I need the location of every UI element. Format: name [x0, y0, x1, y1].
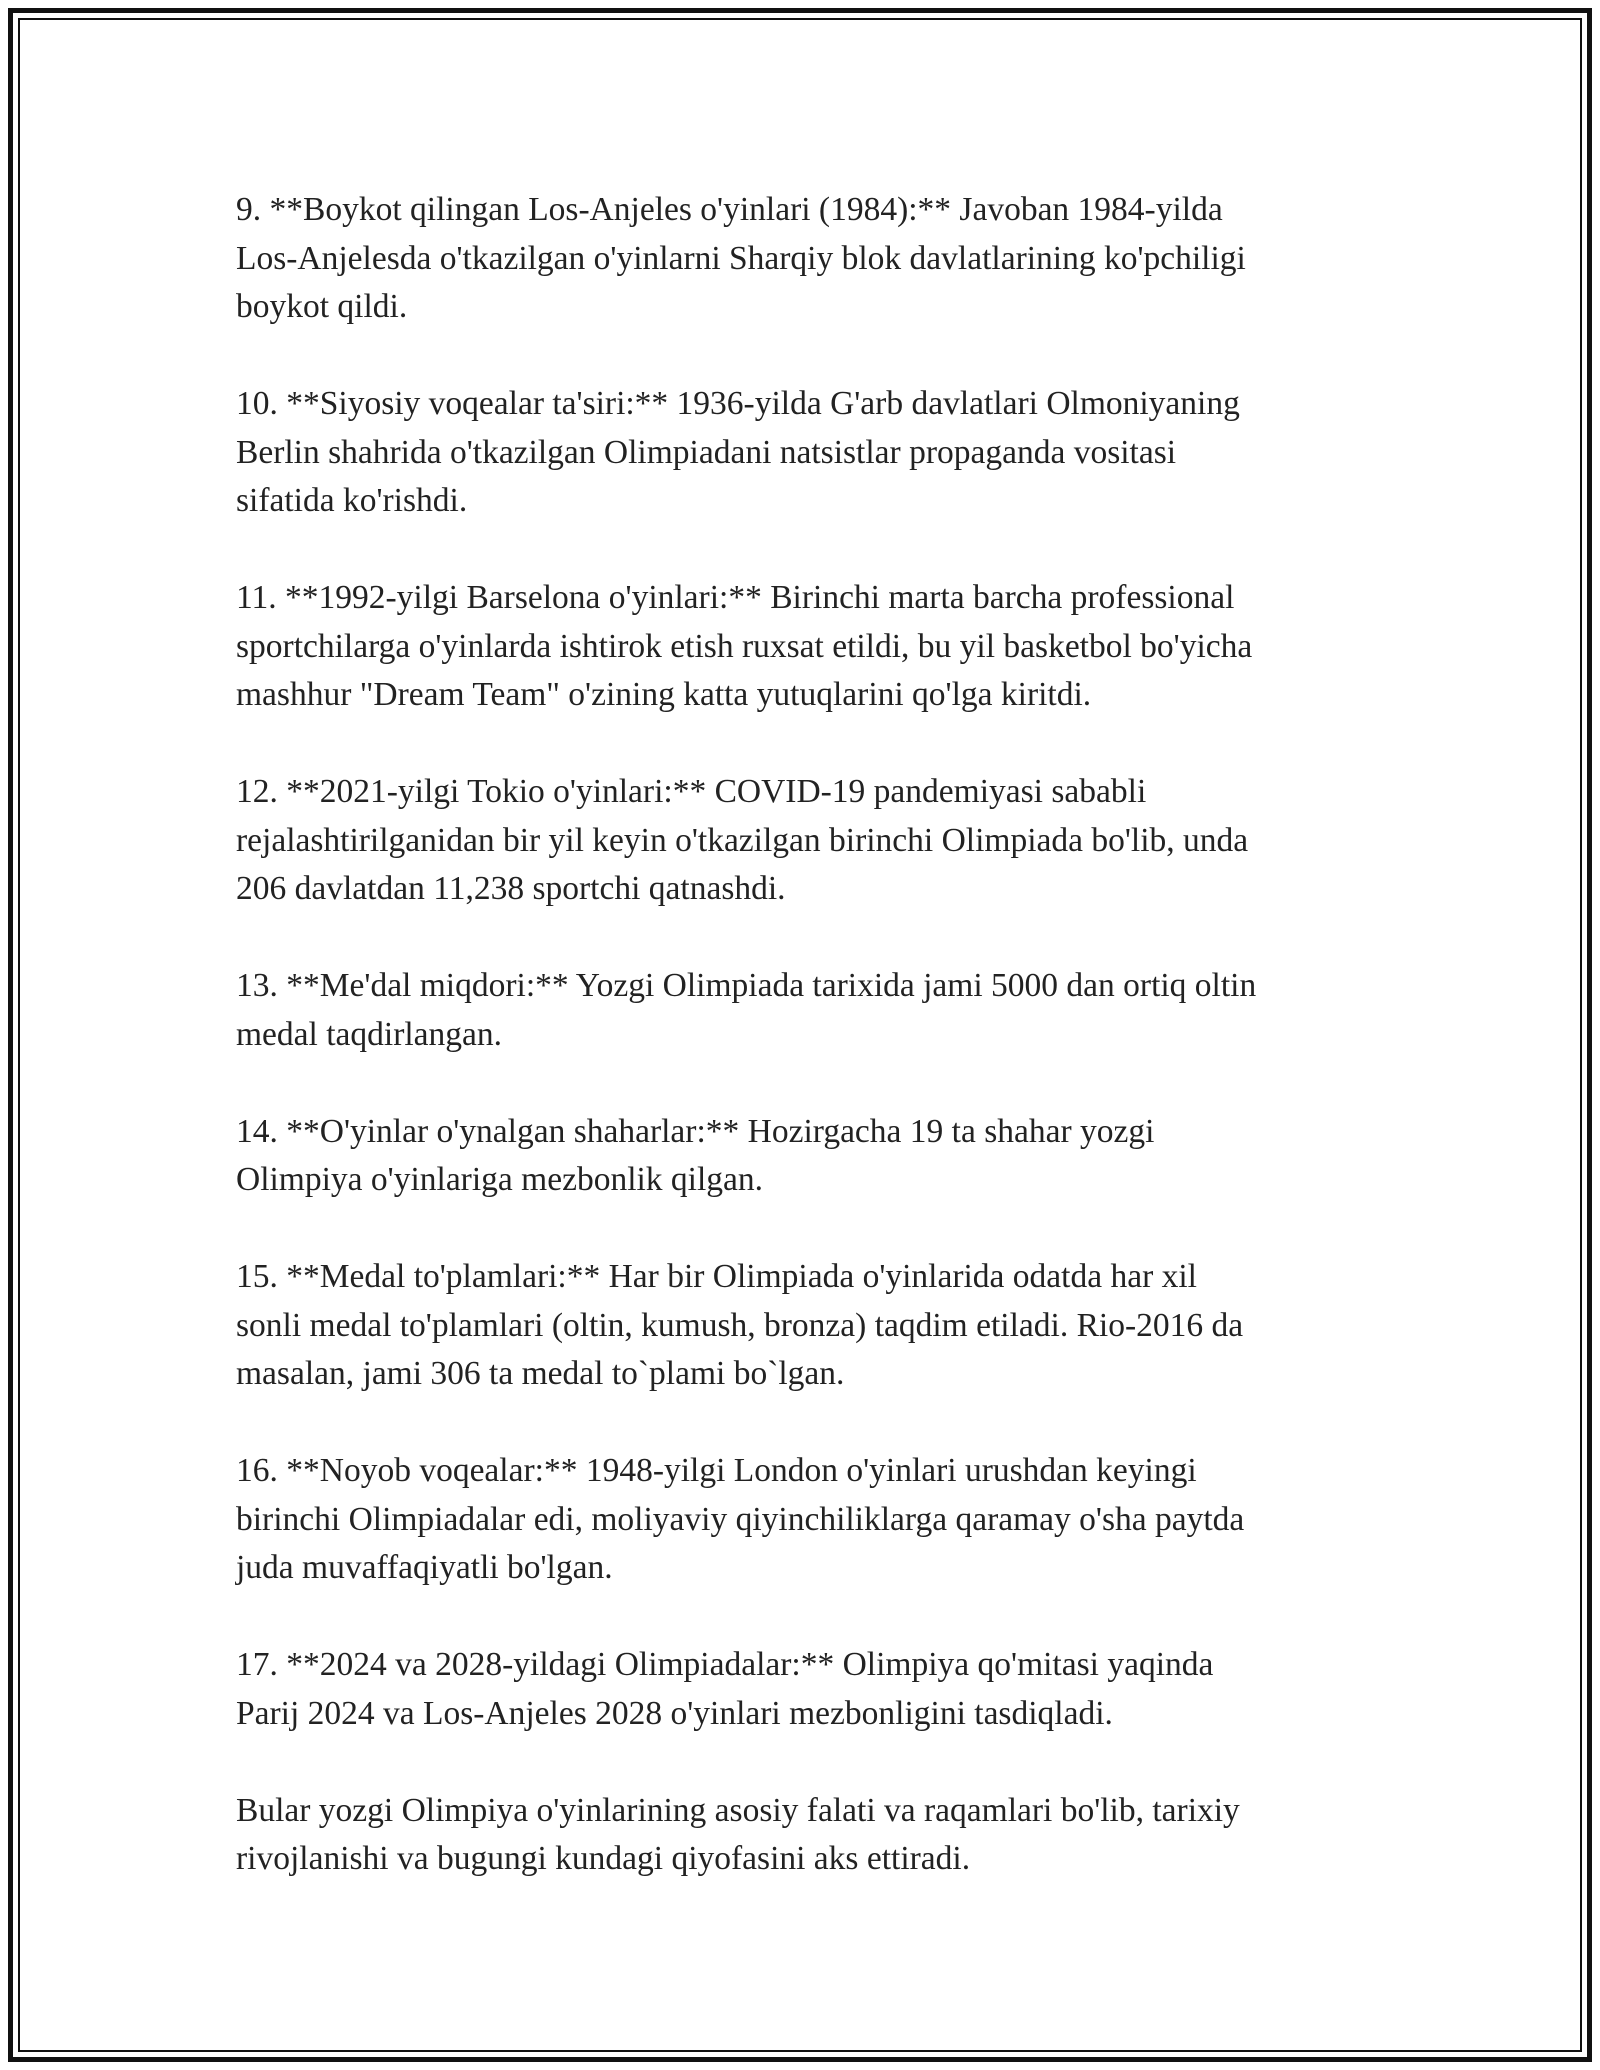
text-line: rejalashtirilganidan bir yil keyin o'tkazilgan birinchi Olimpiada bo'lib, unda — [236, 821, 1249, 859]
paragraph — [236, 962, 1366, 1059]
paragraph — [236, 1108, 1366, 1205]
text-line: 14. **O'yinlar o'ynalgan shaharlar:** Hozirgacha 19 ta shahar yozgi — [236, 1112, 1155, 1150]
text-line: sonli medal to'plamlari (oltin, kumush, bronza) taqdim etiladi. Rio-2016 da — [236, 1306, 1244, 1344]
text-line: 10. **Siyosiy voqealar ta'siri:** 1936-yilda G'arb davlatlari Olmoniyaning — [236, 385, 1240, 422]
paragraph — [236, 1641, 1366, 1738]
paragraph — [236, 1787, 1366, 1884]
text-line: birinchi Olimpiadalar edi, moliyaviy qiyinchiliklarga qaramay o'sha paytda — [236, 1500, 1245, 1538]
text-line: mashhur "Dream Team" o'zining katta yutuqlarini qo'lga kiritdi. — [236, 676, 1092, 713]
text-line: Parij 2024 va Los-Anjeles 2028 o'yinlari mezbonligini tasdiqladi. — [236, 1694, 1113, 1732]
text-line: 12. **2021-yilgi Tokio o'yinlari:** COVID-19 pandemiyasi sababli — [236, 773, 1147, 810]
text-line: 15. **Medal to'plamlari:** Har bir Olimpiada o'yinlarida odatda har xil — [236, 1258, 1197, 1295]
text-line: sifatida ko'rishdi. — [236, 482, 468, 519]
document-body — [236, 186, 1366, 1932]
text-line: 11. **1992-yilgi Barselona o'yinlari:** Birinchi marta barcha professional — [236, 579, 1235, 616]
text-line: Olimpiya o'yinlariga mezbonlik qilgan. — [236, 1161, 764, 1198]
text-line: 13. **Me'dal miqdori:** Yozgi Olimpiada tarixida jami 5000 dan ortiq oltin — [236, 967, 1257, 1004]
paragraph — [236, 1253, 1366, 1399]
text-line: 17. **2024 va 2028-yildagi Olimpiadalar:** Olimpiya qo'mitasi yaqinda — [236, 1646, 1214, 1683]
text-line: 16. **Noyob voqealar:** 1948-yilgi London o'yinlari urushdan keyingi — [236, 1452, 1197, 1489]
text-line: masalan, jami 306 ta medal to`plami bo`lgan. — [236, 1355, 845, 1392]
paragraph — [236, 380, 1366, 526]
text-line: boykot qildi. — [236, 288, 408, 325]
text-line: Bular yozgi Olimpiya o'yinlarining asosiy falati va raqamlari bo'lib, tarixiy — [236, 1791, 1240, 1829]
text-line: juda muvaffaqiyatli bo'lgan. — [236, 1549, 613, 1586]
text-line: Berlin shahrida o'tkazilgan Olimpiadani natsistlar propaganda vositasi — [236, 433, 1177, 471]
text-line: medal taqdirlangan. — [236, 1015, 503, 1053]
paragraph — [236, 1447, 1366, 1593]
paragraph — [236, 186, 1366, 332]
paragraph — [236, 574, 1366, 720]
text-line: 206 davlatdan 11,238 sportchi qatnashdi. — [236, 870, 786, 907]
text-line: 9. **Boykot qilingan Los-Anjeles o'yinlari (1984):** Javoban 1984-yilda — [236, 191, 1223, 228]
text-line: Los-Anjelesda o'tkazilgan o'yinlarni Sharqiy blok davlatlarining ko'pchiligi — [236, 239, 1246, 277]
text-line: rivojlanishi va bugungi kundagi qiyofasini aks ettiradi. — [236, 1840, 971, 1877]
paragraph — [236, 768, 1366, 914]
text-line: sportchilarga o'yinlarda ishtirok etish ruxsat etildi, bu yil basketbol bo'yicha — [236, 627, 1253, 665]
